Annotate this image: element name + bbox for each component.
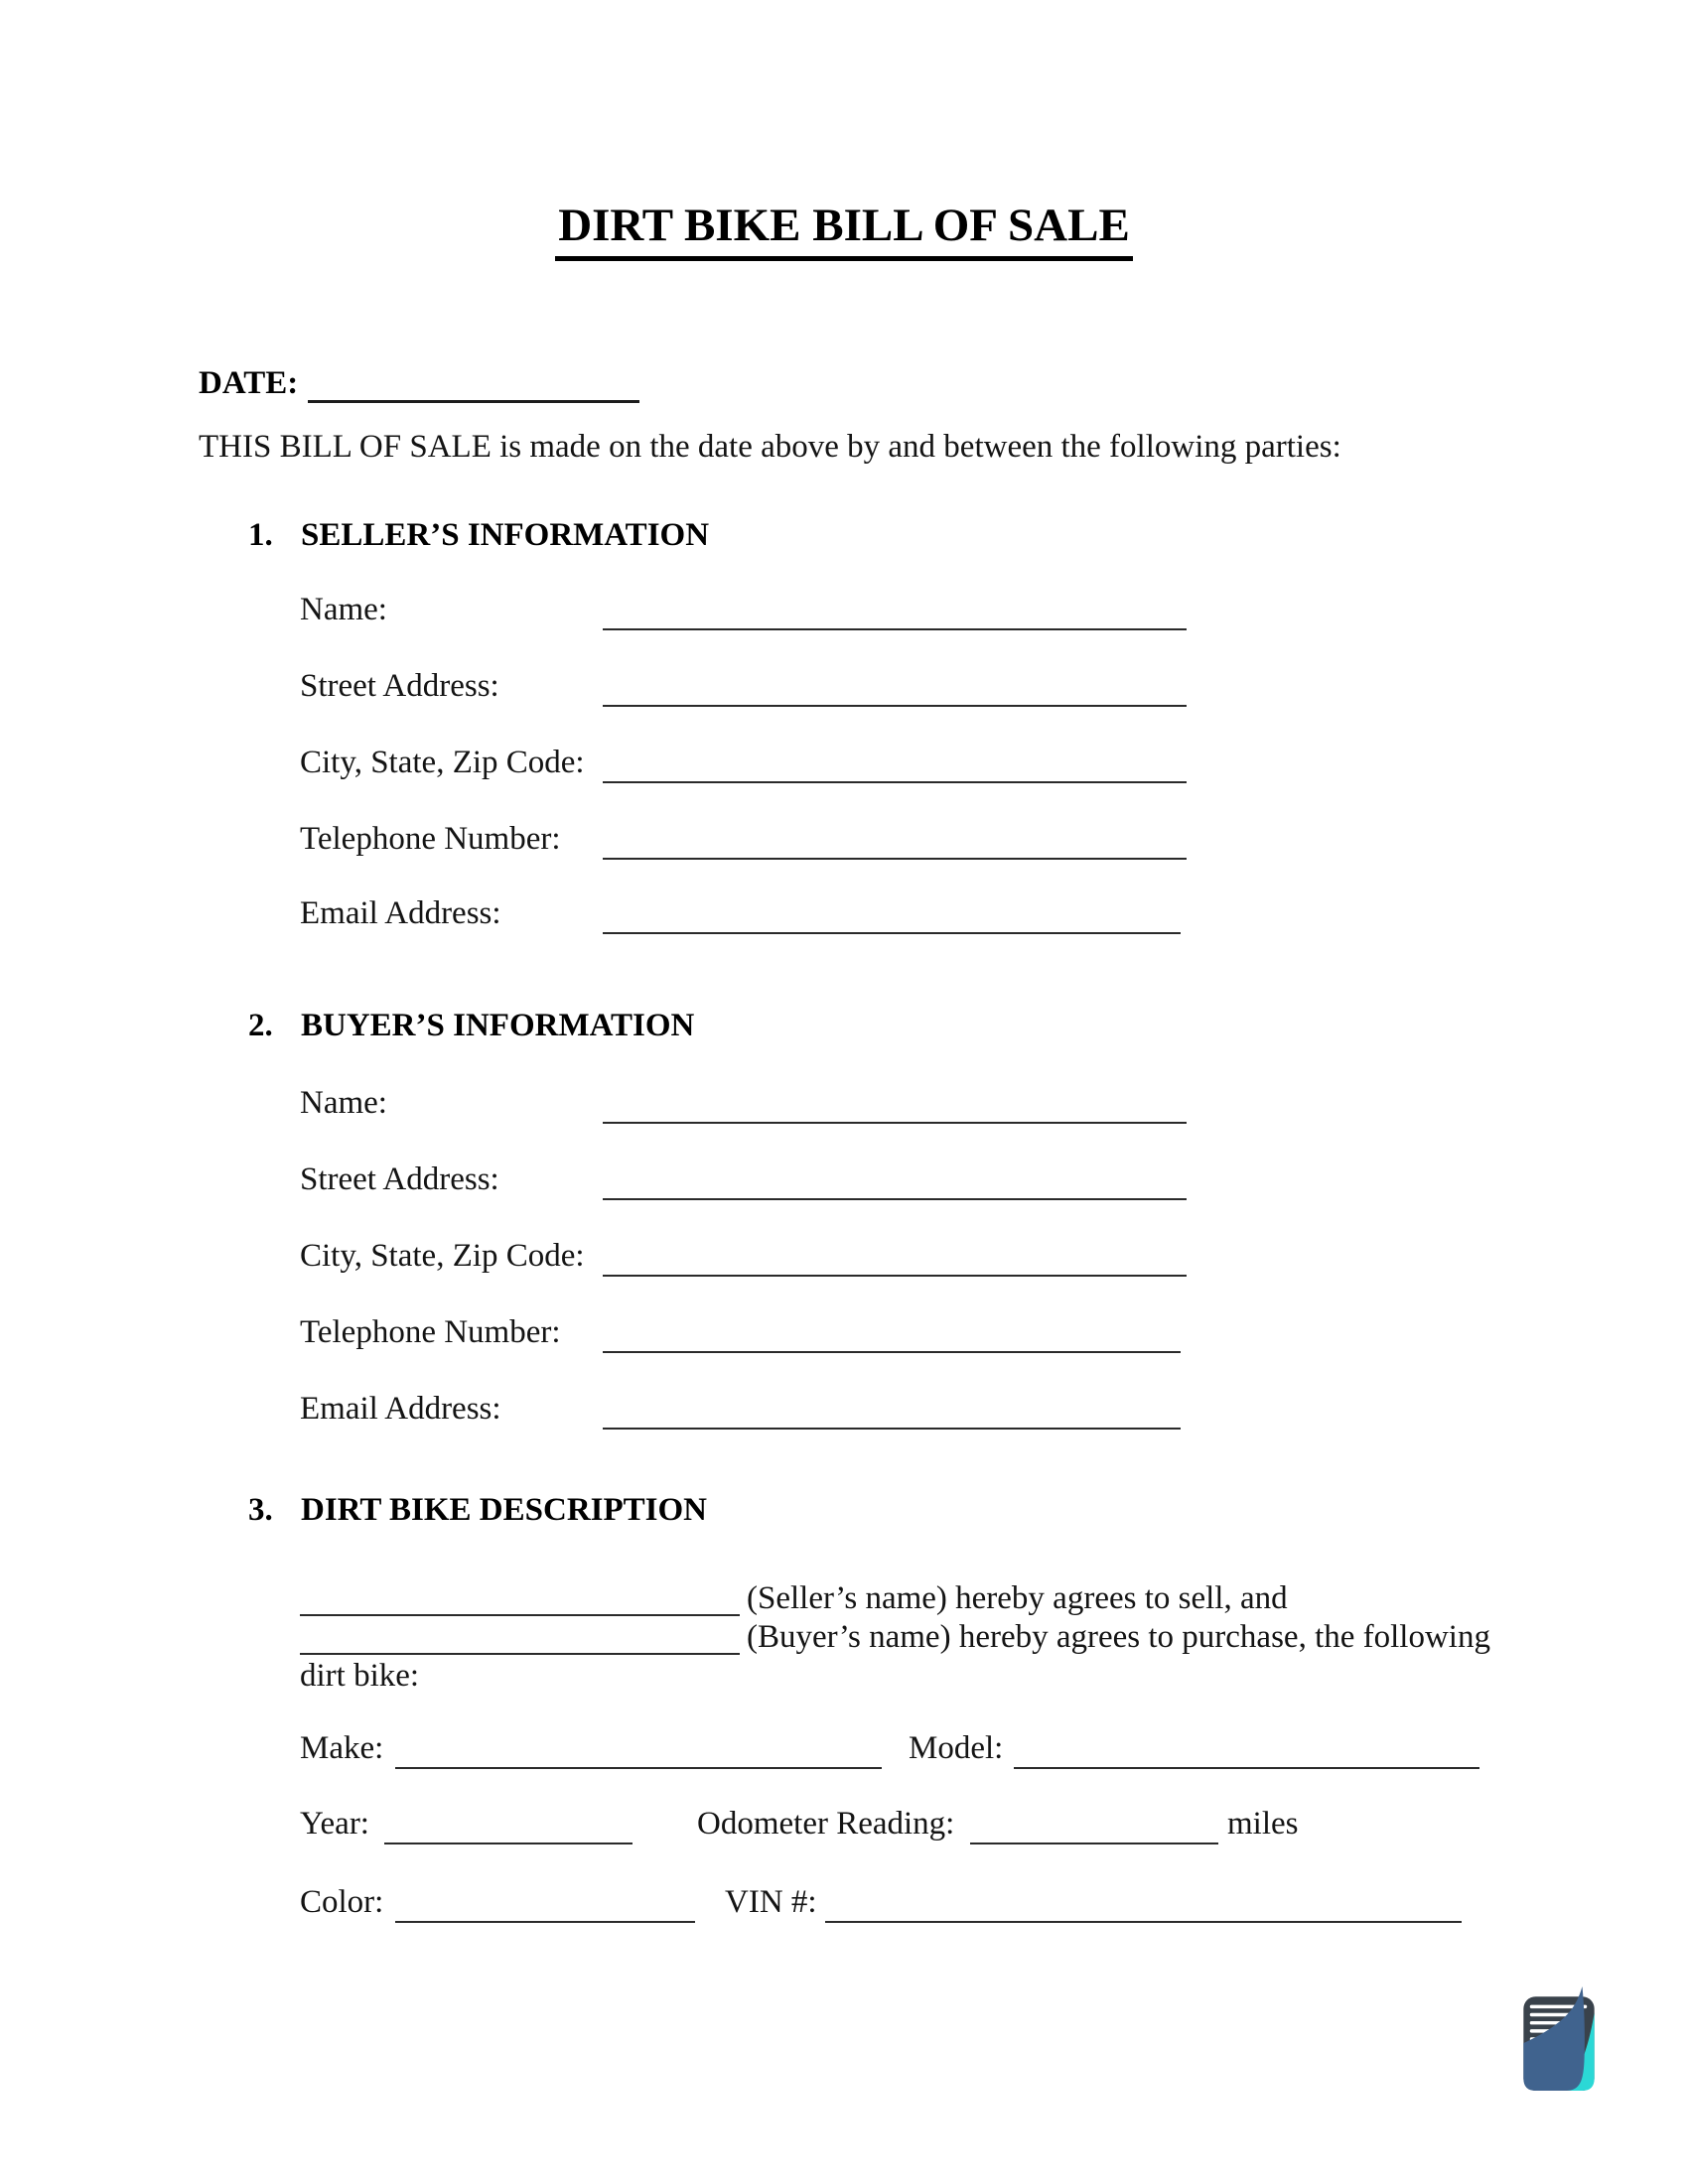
city-state-zip-label: City, State, Zip Code: — [300, 745, 585, 780]
formspal-logo — [1522, 1986, 1596, 2092]
seller-agrees-text: (Seller’s name) hereby agrees to sell, and — [747, 1580, 1288, 1616]
miles-label: miles — [1227, 1806, 1299, 1842]
street-label: Street Address: — [300, 1161, 499, 1197]
buyer-name-input-line[interactable] — [603, 1122, 1187, 1124]
city-state-zip-label: City, State, Zip Code: — [300, 1238, 585, 1274]
buyer-street-input-line[interactable] — [603, 1198, 1187, 1200]
buyer-phone-row — [0, 1311, 1688, 1353]
buyer-city-input-line[interactable] — [603, 1275, 1187, 1277]
seller-name-input-line[interactable] — [603, 628, 1187, 630]
seller-name-blank-line[interactable] — [300, 1614, 740, 1616]
buyer-agrees-text: (Buyer’s name) hereby agrees to purchase, the following — [747, 1619, 1490, 1655]
buyer-email-input-line[interactable] — [603, 1428, 1181, 1430]
phone-label: Telephone Number: — [300, 821, 561, 857]
buyer-email-row — [0, 1388, 1688, 1430]
year-odometer-row — [0, 1803, 1688, 1844]
color-input-line[interactable] — [395, 1921, 695, 1923]
name-label: Name: — [300, 1085, 387, 1121]
seller-name-row — [0, 589, 1688, 630]
section-title: BUYER’S INFORMATION — [301, 1008, 695, 1043]
seller-city-input-line[interactable] — [603, 781, 1187, 783]
section-title: SELLER’S INFORMATION — [301, 517, 710, 553]
model-input-line[interactable] — [1014, 1767, 1479, 1769]
seller-street-row — [0, 665, 1688, 707]
vin-input-line[interactable] — [825, 1921, 1462, 1923]
buyer-street-row — [0, 1159, 1688, 1200]
seller-email-row — [0, 892, 1688, 934]
section-buyer-heading — [0, 1005, 1688, 1046]
make-model-row — [0, 1727, 1688, 1769]
description-line-2 — [0, 1617, 1688, 1657]
section-number: 3. — [248, 1492, 273, 1528]
section-title: DIRT BIKE DESCRIPTION — [301, 1492, 708, 1528]
buyer-phone-input-line[interactable] — [603, 1351, 1181, 1353]
make-input-line[interactable] — [395, 1767, 882, 1769]
seller-email-input-line[interactable] — [603, 932, 1181, 934]
email-label: Email Address: — [300, 895, 501, 931]
section-number: 2. — [248, 1008, 273, 1043]
section-number: 1. — [248, 517, 273, 553]
odometer-label: Odometer Reading: — [697, 1806, 955, 1842]
title-row — [0, 200, 1688, 261]
name-label: Name: — [300, 592, 387, 627]
dirt-bike-text: dirt bike: — [300, 1658, 420, 1694]
phone-label: Telephone Number: — [300, 1314, 561, 1350]
color-vin-row — [0, 1881, 1688, 1923]
buyer-name-row — [0, 1082, 1688, 1124]
date-row — [199, 363, 639, 403]
seller-street-input-line[interactable] — [603, 705, 1187, 707]
email-label: Email Address: — [300, 1391, 501, 1427]
year-label: Year: — [300, 1806, 369, 1842]
page-title: DIRT BIKE BILL OF SALE — [555, 203, 1133, 261]
buyer-city-row — [0, 1235, 1688, 1277]
color-label: Color: — [300, 1884, 384, 1920]
model-label: Model: — [909, 1730, 1004, 1766]
description-line-3 — [0, 1656, 1688, 1696]
odometer-input-line[interactable] — [970, 1843, 1218, 1844]
street-label: Street Address: — [300, 668, 499, 704]
section-seller-heading — [0, 514, 1688, 556]
buyer-name-blank-line[interactable] — [300, 1653, 740, 1655]
description-line-1 — [0, 1578, 1688, 1618]
section-bike-heading — [0, 1489, 1688, 1531]
date-label: DATE: — [199, 365, 299, 401]
seller-phone-row — [0, 818, 1688, 860]
seller-city-row — [0, 742, 1688, 783]
vin-label: VIN #: — [725, 1884, 817, 1920]
year-input-line[interactable] — [384, 1843, 633, 1844]
make-label: Make: — [300, 1730, 384, 1766]
seller-phone-input-line[interactable] — [603, 858, 1187, 860]
intro-paragraph: THIS BILL OF SALE is made on the date above by and between the following parties: — [199, 429, 1341, 465]
date-input-line[interactable] — [308, 366, 639, 403]
